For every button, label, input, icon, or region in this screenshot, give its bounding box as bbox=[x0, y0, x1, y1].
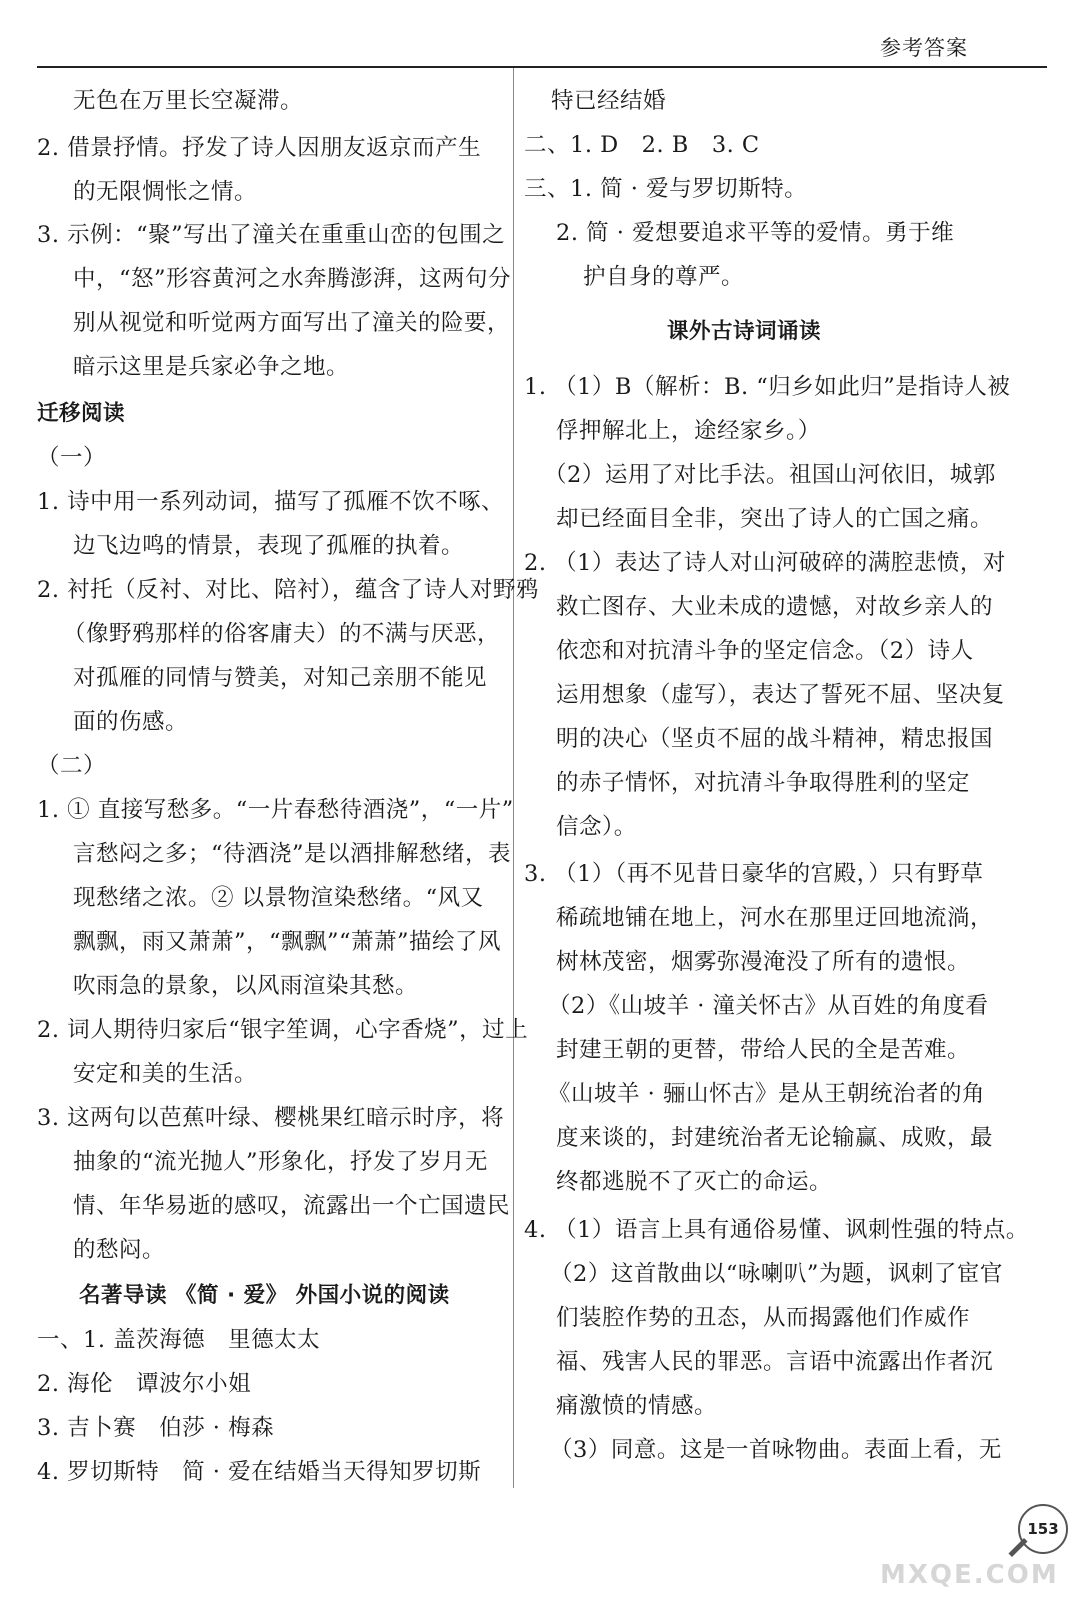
answer-line: 三、1. 简 · 爱与罗切斯特。 bbox=[524, 176, 808, 202]
answer-line: 运用想象（虚写），表达了誓死不屈、坚决复 bbox=[556, 682, 1005, 708]
answer-line: 们装腔作势的丑态，从而揭露他们作威作 bbox=[556, 1305, 971, 1331]
answer-line: 吹雨急的景象，以风雨渲染其愁。 bbox=[73, 973, 419, 999]
answer-line: 终都逃脱不了灭亡的命运。 bbox=[556, 1169, 833, 1195]
answer-line: 救亡图存、大业未成的遗憾，对故乡亲人的 bbox=[556, 594, 994, 620]
section-heading: 课外古诗词诵读 bbox=[667, 319, 822, 344]
header-rule bbox=[37, 66, 1047, 68]
answer-line: 二、1. D 2. B 3. C bbox=[524, 132, 760, 158]
answer-line: 1. ① 直接写愁多。“一片春愁待酒浇”，“一片” bbox=[37, 797, 514, 823]
answer-line: 安定和美的生活。 bbox=[73, 1061, 258, 1087]
answer-line: 2. 衬托（反衬、对比、陪衬），蕴含了诗人对野鸦 bbox=[37, 577, 539, 603]
answer-line: 边飞边鸣的情景，表现了孤雁的执着。 bbox=[73, 533, 465, 559]
answer-line: 3. （1）（再不见昔日豪华的宫殿，）只有野草 bbox=[524, 861, 984, 887]
answer-line: 2. （1）表达了诗人对山河破碎的满腔悲愤，对 bbox=[524, 550, 1006, 576]
answer-line: 1. 诗中用一系列动词，描写了孤雁不饮不啄、 bbox=[37, 489, 505, 515]
answer-line: 的赤子情怀，对抗清斗争取得胜利的坚定 bbox=[556, 770, 971, 796]
answer-line: 3. 吉卜赛 伯莎 · 梅森 bbox=[37, 1415, 275, 1441]
answer-line: 抽象的“流光抛人”形象化，抒发了岁月无 bbox=[73, 1149, 489, 1175]
answer-line: 信念）。 bbox=[556, 814, 637, 840]
answer-line: 的愁闷。 bbox=[73, 1237, 166, 1263]
answer-line: 稀疏地铺在地上，河水在那里迂回地流淌， bbox=[556, 905, 994, 931]
answer-line: 面的伤感。 bbox=[73, 709, 189, 735]
answer-line: （2）这首散曲以“咏喇叭”为题，讽刺了宦官 bbox=[550, 1261, 1003, 1287]
answer-line: 中，“怒”形容黄河之水奔腾澎湃，这两句分 bbox=[73, 266, 512, 292]
answer-line: 1. （1）B（解析：B. “归乡如此归”是指诗人被 bbox=[524, 374, 1011, 400]
answer-line: 福、残害人民的罪恶。言语中流露出作者沉 bbox=[556, 1349, 994, 1375]
answer-line: 《山坡羊 · 骊山怀古》是从王朝统治者的角 bbox=[548, 1081, 985, 1107]
answer-line: 2. 简 · 爱想要追求平等的爱情。勇于维 bbox=[556, 220, 955, 246]
answer-line: 3. 示例：“聚”写出了潼关在重重山峦的包围之 bbox=[37, 222, 506, 248]
answer-line: 情、年华易逝的感叹，流露出一个亡国遗民 bbox=[73, 1193, 511, 1219]
watermark: MXQE.COM bbox=[880, 1560, 1059, 1590]
answer-line: 别从视觉和听觉两方面写出了潼关的险要， bbox=[73, 310, 511, 336]
subsection-label: （二） bbox=[37, 753, 107, 779]
answer-line: 2. 海伦 谭波尔小姐 bbox=[37, 1371, 252, 1397]
answer-line: 2. 词人期待归家后“银字笙调，心字香烧”，过上 bbox=[37, 1017, 529, 1043]
answer-line: （2）《山坡羊 · 潼关怀古》从百姓的角度看 bbox=[548, 993, 989, 1019]
section-heading: 名著导读 《简 · 爱》 外国小说的阅读 bbox=[79, 1283, 450, 1308]
subsection-label: （一） bbox=[37, 445, 107, 471]
answer-line: 却已经面目全非，突出了诗人的亡国之痛。 bbox=[556, 506, 994, 532]
answer-line: 一、1. 盖茨海德 里德太太 bbox=[37, 1327, 321, 1353]
answer-line: （2）运用了对比手法。祖国山河依旧，城郭 bbox=[544, 462, 996, 488]
page-number-badge: 153 bbox=[1018, 1504, 1068, 1554]
magnifier-icon bbox=[1008, 1538, 1027, 1557]
answer-line: 度来谈的，封建统治者无论输赢、成败，最 bbox=[556, 1125, 994, 1151]
answer-line: （像野鸦那样的俗客庸夫）的不满与厌恶， bbox=[63, 621, 501, 647]
answer-line: 言愁闷之多；“待酒浇”是以酒排解愁绪，表 bbox=[73, 841, 512, 867]
answer-line: 4. 罗切斯特 简 · 爱在结婚当天得知罗切斯 bbox=[37, 1459, 482, 1485]
answer-line: 2. 借景抒情。抒发了诗人因朋友返京而产生 bbox=[37, 135, 482, 161]
answer-line: 无色在万里长空凝滞。 bbox=[73, 88, 304, 114]
answer-line: 明的决心（坚贞不屈的战斗精神，精忠报国 bbox=[556, 726, 994, 752]
answer-line: 依恋和对抗清斗争的坚定信念。（2）诗人 bbox=[556, 638, 974, 664]
answer-line: 特已经结婚 bbox=[551, 88, 667, 114]
answer-line: （3）同意。这是一首咏物曲。表面上看，无 bbox=[550, 1437, 1002, 1463]
answer-line: 3. 这两句以芭蕉叶绿、樱桃果红暗示时序，将 bbox=[37, 1105, 505, 1131]
answer-line: 树林茂密，烟雾弥漫淹没了所有的遗恨。 bbox=[556, 949, 971, 975]
answer-line: 俘押解北上，途经家乡。） bbox=[556, 418, 821, 444]
answer-line: 4. （1）语言上具有通俗易懂、讽刺性强的特点。 bbox=[524, 1217, 1029, 1243]
column-divider bbox=[513, 68, 514, 1488]
answer-line: 封建王朝的更替，带给人民的全是苦难。 bbox=[556, 1037, 971, 1063]
page-header-title: 参考答案 bbox=[880, 36, 968, 60]
answer-line: 痛激愤的情感。 bbox=[556, 1393, 718, 1419]
answer-line: 现愁绪之浓。② 以景物渲染愁绪。“风又 bbox=[73, 885, 484, 911]
answer-line: 的无限惆怅之情。 bbox=[73, 179, 258, 205]
answer-line: 对孤雁的同情与赞美，对知己亲朋不能见 bbox=[73, 665, 488, 691]
answer-line: 护自身的尊严。 bbox=[583, 264, 745, 290]
section-heading: 迁移阅读 bbox=[37, 401, 126, 426]
answer-line: 飘飘，雨又萧萧”，“飘飘”“萧萧”描绘了风 bbox=[73, 929, 502, 955]
answer-line: 暗示这里是兵家必争之地。 bbox=[73, 354, 350, 380]
